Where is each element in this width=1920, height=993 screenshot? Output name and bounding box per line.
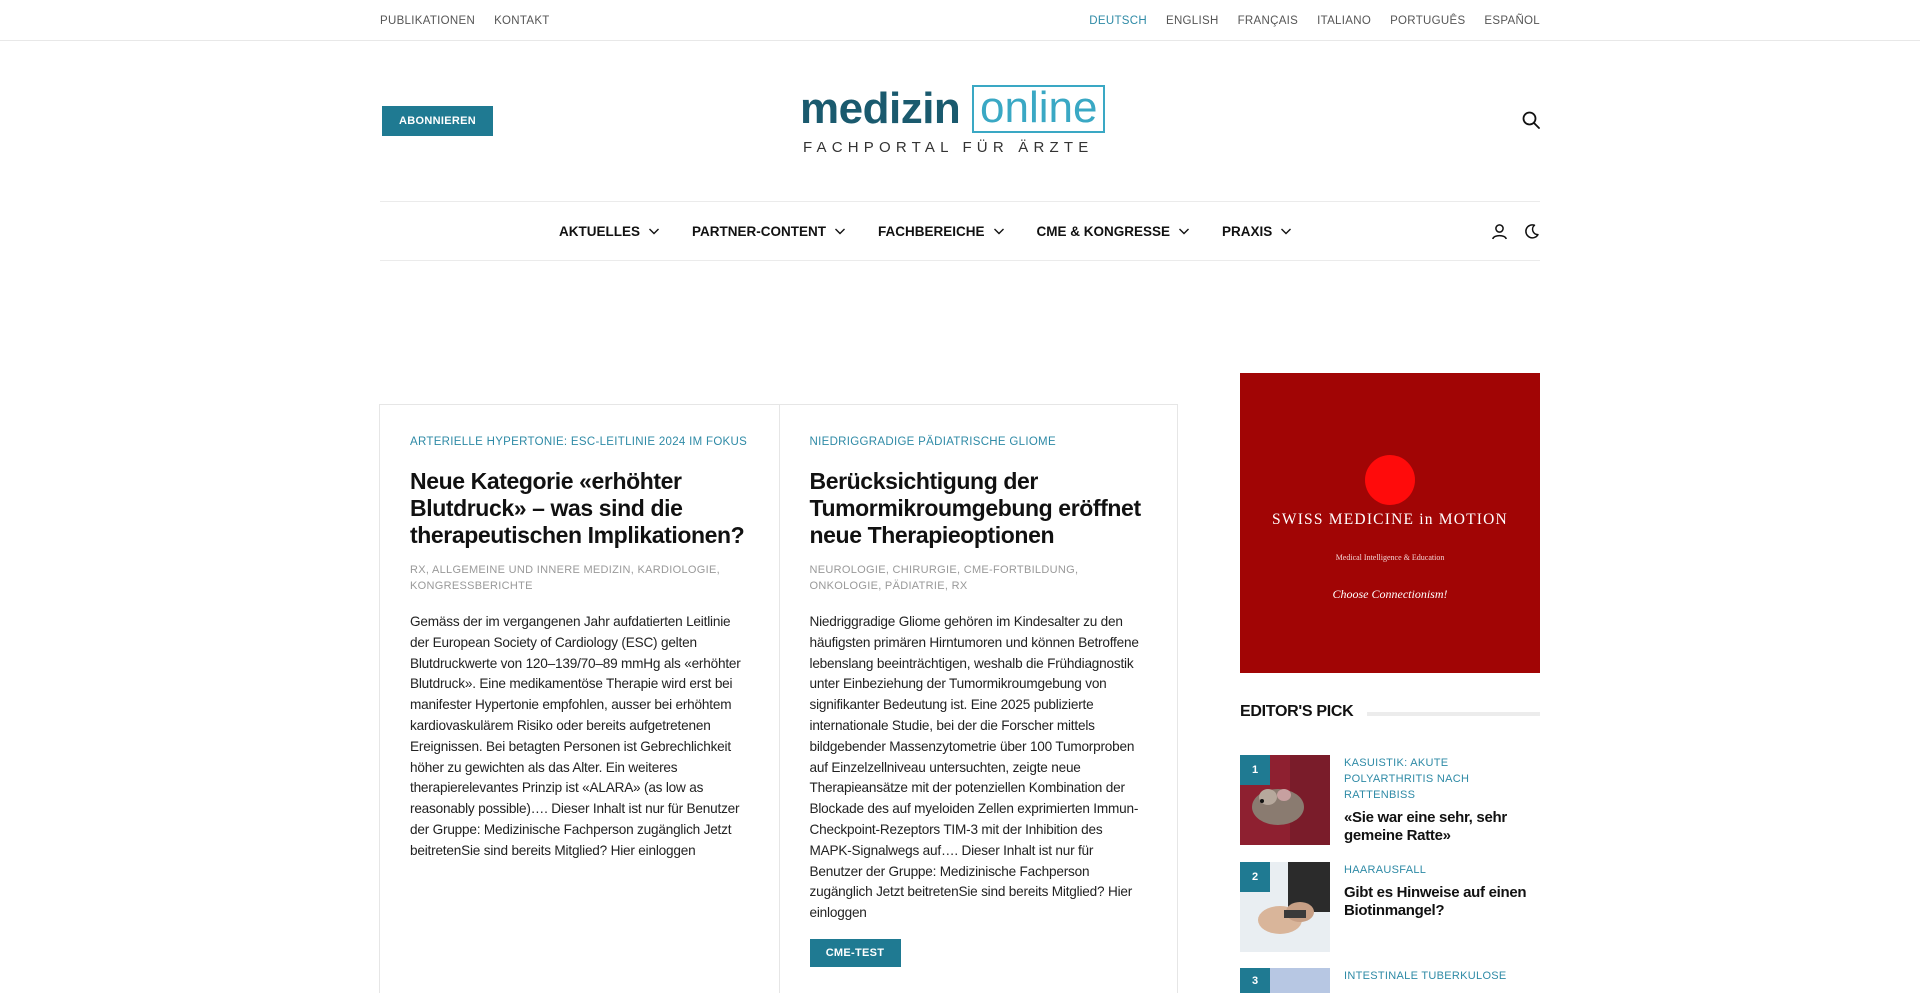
nav-label: CME & KONGRESSE: [1036, 223, 1171, 239]
link-publikationen[interactable]: PUBLIKATIONEN: [380, 15, 476, 27]
advertisement-banner[interactable]: [1240, 373, 1540, 673]
rank-badge: 2: [1240, 862, 1270, 892]
chevron-down-icon: [834, 225, 846, 237]
pick-item[interactable]: [1240, 968, 1540, 993]
nav-cme-kongresse[interactable]: [1037, 224, 1191, 239]
pick-kicker[interactable]: INTESTINALE TUBERKULOSE: [1344, 970, 1507, 982]
pick-kicker[interactable]: KASUISTIK: AKUTE POLYARTHRITIS NACH RATTENBISS: [1344, 757, 1470, 801]
chevron-down-icon: [648, 225, 660, 237]
logo-tagline: FACHPORTAL FÜR ÄRZTE: [803, 139, 1094, 156]
lang-espanol[interactable]: ESPAÑOL: [1484, 15, 1540, 27]
chevron-down-icon: [1280, 225, 1292, 237]
lang-italiano[interactable]: ITALIANO: [1317, 15, 1372, 27]
article-title[interactable]: Neue Kategorie «erhöhter Blutdruck» – was sind die therapeutischen Implikationen?: [410, 468, 745, 548]
search-icon[interactable]: [1521, 110, 1541, 130]
pick-title[interactable]: Gibt es Hinweise auf einen Biotinmangel?: [1344, 884, 1527, 919]
nav-partner-content[interactable]: [692, 224, 846, 239]
lang-english[interactable]: ENGLISH: [1165, 15, 1219, 27]
nav-label: PARTNER-CONTENT: [692, 223, 826, 239]
rank-badge: 1: [1240, 755, 1270, 785]
language-switcher: [1089, 15, 1540, 27]
ad-brand: SWISS MEDICINE in MOTION: [1272, 511, 1508, 528]
nav-aktuelles[interactable]: [559, 224, 660, 239]
pick-item[interactable]: [1240, 755, 1540, 845]
user-icon[interactable]: [1491, 223, 1508, 240]
pick-item[interactable]: [1240, 862, 1540, 952]
article-categories[interactable]: NEUROLOGIE, CHIRURGIE, CME-FORTBILDUNG, ONKOLOGIE, PÄDIATRIE, RX: [809, 564, 1079, 592]
ad-subtitle: Medical Intelligence & Education: [1335, 553, 1445, 562]
cme-test-badge[interactable]: CME-TEST: [810, 939, 901, 967]
editors-pick-header: [1240, 703, 1540, 723]
pick-kicker[interactable]: HAARAUSFALL: [1344, 864, 1427, 876]
article-kicker[interactable]: ARTERIELLE HYPERTONIE: ESC-LEITLINIE 2024 IM FOKUS: [410, 436, 748, 448]
ad-slogan: Choose Connectionism!: [1332, 587, 1448, 601]
site-logo[interactable]: [800, 85, 1120, 157]
article-excerpt: Gemäss der im vergangenen Jahr aufdatierten Leitlinie der European Society of Cardiology (ESC) gelten Blutdruckwerte von 120–139/70–89 mmHg als «erhöhter Blutdruck». Eine medikamentöse Therapie wird erst bei manifester Hypertonie empfohlen, ausser bei erhöhtem kardiovaskulärem Risiko oder bereits aufgetretenen Ereignissen. Bei betagten Personen ist Gebrechlichkeit höher zu gewichten als das Alter. Ein weiteres therapierelevantes Prinzip ist «ALARA» (as low as reasonably possible)…. Dieser Inhalt ist nur für Benutzer der Gruppe: Medizinische Fachperson zugänglich Jetzt beitretenSie sind bereits Mitglied? Hier einloggen: [410, 614, 741, 858]
lang-francais[interactable]: FRANÇAIS: [1237, 15, 1299, 27]
red-dot-logo: [1365, 455, 1415, 505]
nav-label: AKTUELLES: [559, 223, 640, 239]
chevron-down-icon: [1178, 225, 1190, 237]
article-categories[interactable]: RX, ALLGEMEINE UND INNERE MEDIZIN, KARDIOLOGIE, KONGRESSBERICHTE: [410, 564, 720, 592]
top-bar: [0, 0, 1920, 41]
logo-word-medizin: medizin: [800, 84, 961, 133]
logo-word-online: online: [972, 85, 1105, 133]
article-kicker[interactable]: NIEDRIGGRADIGE PÄDIATRISCHE GLIOME: [809, 436, 1056, 448]
top-links: [380, 15, 550, 27]
nav-label: FACHBEREICHE: [878, 223, 985, 239]
article-excerpt: Niedriggradige Gliome gehören im Kindesalter zu den häufigsten primären Hirntumoren und können Betroffene lebenslang beeinträchtigen, weshalb die Frühdiagnostik unter Einbeziehung der Tumormikroumgebung von signifikanter Bedeutung ist. Eine 2025 publizierte internationale Studie, bei der die Forscher mittels bildgebender Massenzytometrie über 100 Tumorproben auf Einzelzellniveau untersuchten, zeigte neue Therapieansätze mit der potenziellen Kombination der Blockade des auf myeloiden Zellen exprimierten Immun-Checkpoint-Rezeptors TIM-3 mit der Inhibition des MAPK-Signalwegs auf…. Dieser Inhalt ist nur für Benutzer der Gruppe: Medizinische Fachperson zugänglich Jetzt beitretenSie sind bereits Mitglied? Hier einloggen: [809, 614, 1139, 921]
main-navigation: [380, 201, 1540, 261]
moon-icon[interactable]: [1523, 223, 1540, 240]
nav-fachbereiche[interactable]: [878, 224, 1005, 239]
article-card: [380, 405, 779, 993]
pick-title[interactable]: «Sie war eine sehr, sehr gemeine Ratte»: [1344, 809, 1507, 844]
article-card: [779, 405, 1178, 993]
rank-badge: 3: [1240, 968, 1270, 993]
lang-deutsch[interactable]: DEUTSCH: [1089, 15, 1147, 27]
lang-portugues[interactable]: PORTUGUÊS: [1390, 15, 1466, 27]
link-kontakt[interactable]: KONTAKT: [494, 15, 550, 27]
nav-label: PRAXIS: [1222, 223, 1273, 239]
article-title[interactable]: Berücksichtigung der Tumormikroumgebung eröffnet neue Therapieoptionen: [809, 468, 1141, 548]
subscribe-button[interactable]: ABONNIEREN: [382, 106, 493, 136]
chevron-down-icon: [993, 225, 1005, 237]
article-grid: [379, 404, 1178, 993]
section-title: EDITOR'S PICK: [1240, 703, 1367, 721]
nav-praxis[interactable]: [1222, 224, 1292, 239]
